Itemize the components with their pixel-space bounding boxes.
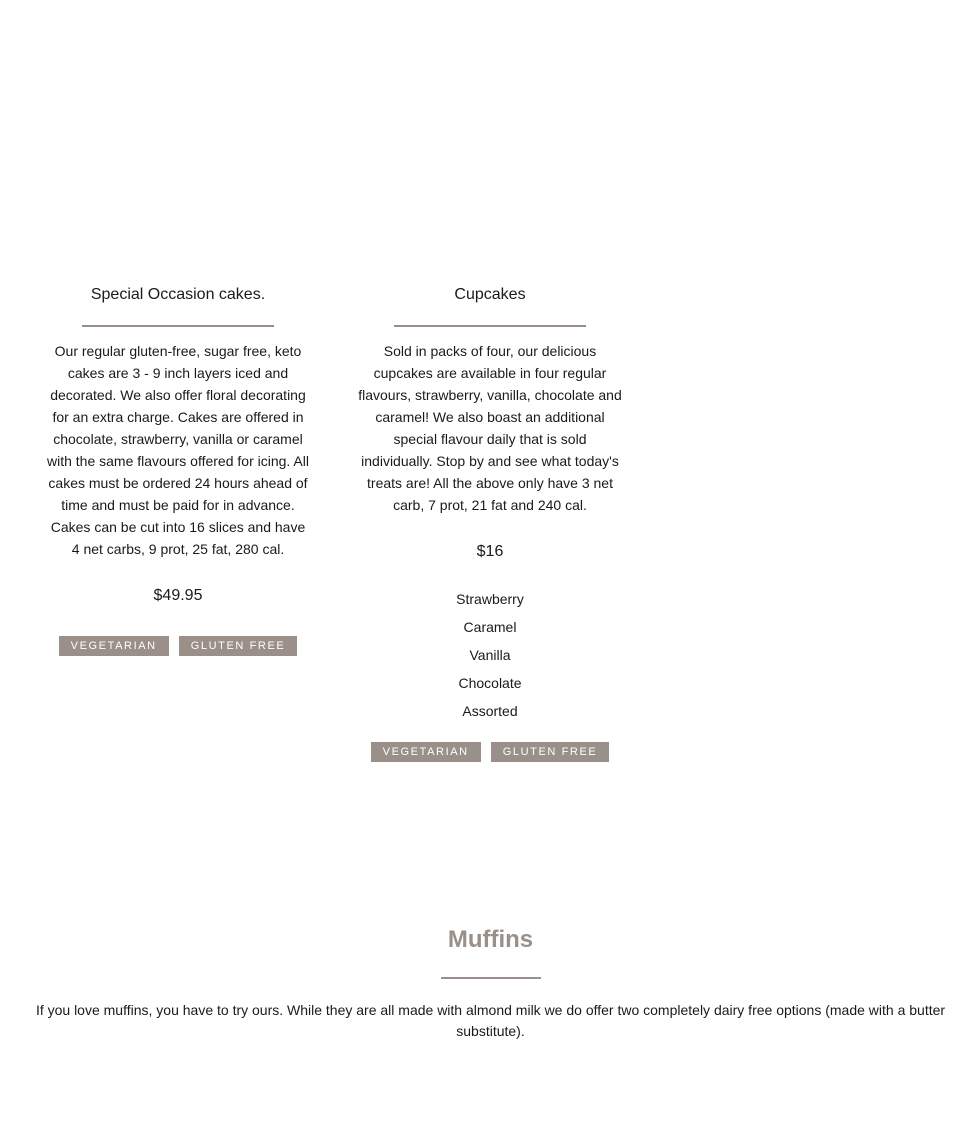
tag-gluten-free: GLUTEN FREE [179,636,298,656]
muffins-section [16,925,965,1042]
product-price: $49.95 [153,587,203,604]
tag-gluten-free: GLUTEN FREE [491,742,610,762]
title-divider [394,325,586,327]
product-title: Special Occasion cakes. [90,286,266,303]
dietary-tags [46,636,310,656]
product-price: $16 [476,543,504,560]
flavour-options-list [358,590,622,720]
section-description: If you love muffins, you have to try ours. While they are all made with almond milk we do offer two completely dairy free options (made with a butter substitute). [35,1002,946,1039]
product-card-cupcakes [358,285,622,762]
product-description: Sold in packs of four, our delicious cupcakes are available in four regular flavours, strawberry, vanilla, chocolate and caramel! We also boast an additional special flavour daily that is sold individually. Stop by and see what today's treats are! All the above only have 3 net carb, 7 prot, 21 fat and 240 cal. [358,343,622,513]
flavour-option: Assorted [462,703,518,719]
section-title: Muffins [447,926,534,953]
tag-vegetarian: VEGETARIAN [371,742,481,762]
flavour-option: Caramel [463,619,517,635]
flavour-option: Strawberry [456,591,524,607]
title-divider [82,325,274,327]
product-card-special-occasion-cakes [46,285,310,656]
section-divider [441,977,541,979]
dietary-tags [358,742,622,762]
flavour-option: Chocolate [458,675,522,691]
product-description: Our regular gluten-free, sugar free, keto cakes are 3 - 9 inch layers iced and decorated. We also offer floral decorating for an extra charge. Cakes are offered in chocolate, strawberry, vanilla or caramel with the same flavours offered for icing. All cakes must be ordered 24 hours ahead of time and must be paid for in advance. Cakes can be cut into 16 slices and have 4 net carbs, 9 prot, 25 fat, 280 cal. [47,343,309,557]
flavour-option: Vanilla [469,647,511,663]
tag-vegetarian: VEGETARIAN [59,636,169,656]
product-title: Cupcakes [454,286,526,303]
